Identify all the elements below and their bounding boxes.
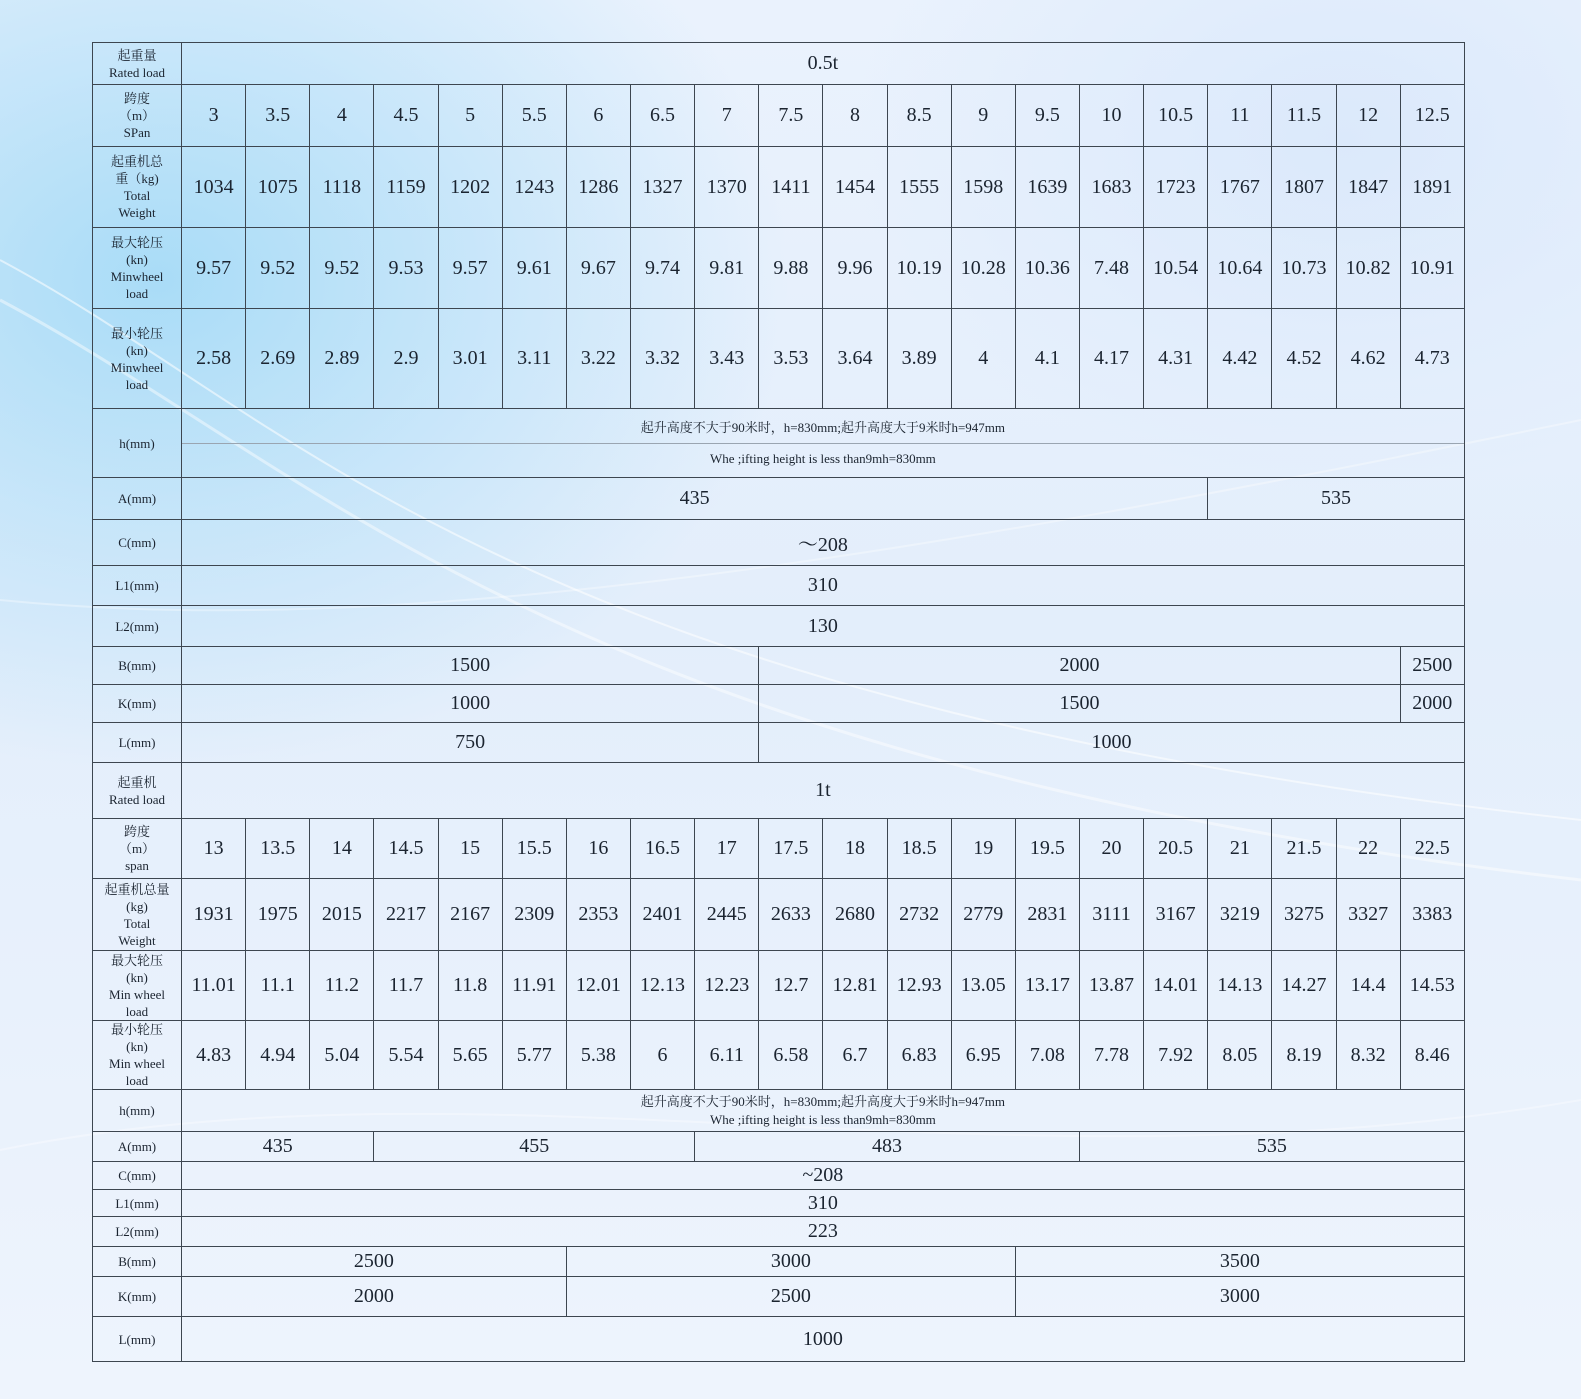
max-wheel-load-cell: 10.36 [1015, 228, 1079, 309]
max-wheel-load-cell: 12.81 [823, 951, 887, 1021]
span-cell: 6 [566, 85, 630, 147]
total-weight-cell: 1639 [1015, 147, 1079, 228]
max-wheel-load-cell: 14.4 [1336, 951, 1400, 1021]
span-cell: 7.5 [759, 85, 823, 147]
span-cell: 16 [566, 819, 630, 879]
span-cell: 18.5 [887, 819, 951, 879]
max-wheel-load-cell: 14.27 [1272, 951, 1336, 1021]
max-wheel-load-cell: 9.57 [438, 228, 502, 309]
max-wheel-load-cell: 10.91 [1400, 228, 1464, 309]
min-wheel-load-cell: 4.62 [1336, 309, 1400, 409]
max-wheel-load-cell: 9.52 [310, 228, 374, 309]
k-value: 2000 [182, 1277, 567, 1317]
span-cell: 4 [310, 85, 374, 147]
total-weight-cell: 3167 [1144, 879, 1208, 951]
total-weight-cell: 2353 [566, 879, 630, 951]
min-wheel-load-cell: 4.52 [1272, 309, 1336, 409]
sec1-rated-row [93, 43, 1465, 85]
a-value: 483 [695, 1132, 1080, 1162]
total-weight-cell: 2680 [823, 879, 887, 951]
total-weight-cell: 3275 [1272, 879, 1336, 951]
span-cell: 3.5 [246, 85, 310, 147]
span-cell: 6.5 [630, 85, 694, 147]
total-weight-cell: 1723 [1144, 147, 1208, 228]
total-weight-cell: 1847 [1336, 147, 1400, 228]
total-weight-cell: 1598 [951, 147, 1015, 228]
max-wheel-load-cell: 10.54 [1144, 228, 1208, 309]
min-wheel-load-cell: 7.78 [1079, 1021, 1143, 1090]
l-value: 1000 [182, 1317, 1465, 1362]
max-wheel-load-cell: 12.7 [759, 951, 823, 1021]
rated-load-value: 1t [182, 763, 1465, 819]
span-cell: 3 [182, 85, 246, 147]
min-wheel-load-cell: 3.89 [887, 309, 951, 409]
span-cell: 5 [438, 85, 502, 147]
max-wheel-load-cell: 10.64 [1208, 228, 1272, 309]
min-wheel-load-label: 最小轮压 (kn) Minwheel load [93, 309, 182, 409]
l1-value: 310 [182, 1190, 1465, 1217]
span-cell: 20.5 [1144, 819, 1208, 879]
min-wheel-load-cell: 3.53 [759, 309, 823, 409]
h-note [182, 409, 1465, 478]
span-cell: 16.5 [630, 819, 694, 879]
l-label: L(mm) [93, 1317, 182, 1362]
span-cell: 12.5 [1400, 85, 1464, 147]
k-value: 3000 [1015, 1277, 1464, 1317]
sec2-maxwheel-row [93, 951, 1465, 1021]
c-label: C(mm) [93, 1162, 182, 1190]
b-value: 2500 [182, 1247, 567, 1277]
max-wheel-load-cell: 12.01 [566, 951, 630, 1021]
total-weight-cell: 2015 [310, 879, 374, 951]
sec2-c-row [93, 1162, 1465, 1190]
a-value: 535 [1079, 1132, 1464, 1162]
a-value: 535 [1208, 478, 1465, 520]
sec2-rated-row [93, 763, 1465, 819]
max-wheel-load-cell: 11.2 [310, 951, 374, 1021]
min-wheel-load-cell: 8.46 [1400, 1021, 1464, 1090]
sec2-h-row [93, 1090, 1465, 1132]
span-cell: 8 [823, 85, 887, 147]
min-wheel-load-cell: 5.77 [502, 1021, 566, 1090]
total-weight-cell: 1767 [1208, 147, 1272, 228]
sec2-l1-row [93, 1190, 1465, 1217]
total-weight-cell: 1159 [374, 147, 438, 228]
c-value: ～208 [182, 520, 1465, 566]
c-value: ~208 [182, 1162, 1465, 1190]
l-value: 750 [182, 723, 759, 763]
sec1-c-row [93, 520, 1465, 566]
span-cell: 21.5 [1272, 819, 1336, 879]
max-wheel-load-cell: 9.74 [630, 228, 694, 309]
max-wheel-load-cell: 11.7 [374, 951, 438, 1021]
rated-load-label: 起重机 Rated load [93, 763, 182, 819]
total-weight-cell: 1118 [310, 147, 374, 228]
min-wheel-load-cell: 4.94 [246, 1021, 310, 1090]
crane-spec-table [92, 42, 1465, 1362]
rated-load-value: 0.5t [182, 43, 1465, 85]
sec1-a-row [93, 478, 1465, 520]
sec2-weight-row [93, 879, 1465, 951]
l1-label: L1(mm) [93, 566, 182, 606]
l1-label: L1(mm) [93, 1190, 182, 1217]
span-label: 跨度 （m） SPan [93, 85, 182, 147]
span-cell: 10.5 [1144, 85, 1208, 147]
max-wheel-load-cell: 9.52 [246, 228, 310, 309]
sec1-span-row [93, 85, 1465, 147]
min-wheel-load-cell: 2.58 [182, 309, 246, 409]
min-wheel-load-cell: 6 [630, 1021, 694, 1090]
min-wheel-load-cell: 4.17 [1079, 309, 1143, 409]
max-wheel-load-cell: 9.67 [566, 228, 630, 309]
span-cell: 11.5 [1272, 85, 1336, 147]
l2-value: 223 [182, 1217, 1465, 1247]
min-wheel-load-cell: 2.89 [310, 309, 374, 409]
min-wheel-load-cell: 2.9 [374, 309, 438, 409]
sec1-weight-row [93, 147, 1465, 228]
max-wheel-load-cell: 14.01 [1144, 951, 1208, 1021]
total-weight-cell: 1370 [695, 147, 759, 228]
total-weight-cell: 1286 [566, 147, 630, 228]
total-weight-cell: 1683 [1079, 147, 1143, 228]
l-value: 1000 [759, 723, 1465, 763]
span-cell: 9.5 [1015, 85, 1079, 147]
min-wheel-load-cell: 3.01 [438, 309, 502, 409]
min-wheel-load-cell: 6.7 [823, 1021, 887, 1090]
min-wheel-load-cell: 8.19 [1272, 1021, 1336, 1090]
k-value: 2000 [1400, 685, 1464, 723]
span-cell: 13.5 [246, 819, 310, 879]
sec2-span-row [93, 819, 1465, 879]
min-wheel-load-cell: 4.42 [1208, 309, 1272, 409]
total-weight-cell: 1411 [759, 147, 823, 228]
min-wheel-load-cell: 6.83 [887, 1021, 951, 1090]
span-cell: 14.5 [374, 819, 438, 879]
span-cell: 15.5 [502, 819, 566, 879]
b-value: 3500 [1015, 1247, 1464, 1277]
min-wheel-load-cell: 5.65 [438, 1021, 502, 1090]
total-weight-cell: 2633 [759, 879, 823, 951]
min-wheel-load-cell: 7.08 [1015, 1021, 1079, 1090]
h-note-en: Whe ;ifting height is less than9mh=830mm [710, 1111, 936, 1127]
max-wheel-load-cell: 13.17 [1015, 951, 1079, 1021]
total-weight-cell: 1555 [887, 147, 951, 228]
total-weight-cell: 2831 [1015, 879, 1079, 951]
sec1-l2-row [93, 606, 1465, 647]
span-cell: 7 [695, 85, 759, 147]
total-weight-cell: 1975 [246, 879, 310, 951]
sec1-k-row [93, 685, 1465, 723]
min-wheel-load-cell: 5.54 [374, 1021, 438, 1090]
max-wheel-load-label: 最大轮压 (kn) Min wheel load [93, 951, 182, 1021]
k-value: 2500 [566, 1277, 1015, 1317]
total-weight-cell: 2401 [630, 879, 694, 951]
min-wheel-load-cell: 5.38 [566, 1021, 630, 1090]
span-cell: 19 [951, 819, 1015, 879]
b-label: B(mm) [93, 647, 182, 685]
min-wheel-load-cell: 3.64 [823, 309, 887, 409]
k-value: 1000 [182, 685, 759, 723]
l-label: L(mm) [93, 723, 182, 763]
l2-label: L2(mm) [93, 1217, 182, 1247]
h-note [182, 1090, 1465, 1132]
b-label: B(mm) [93, 1247, 182, 1277]
sec2-a-row [93, 1132, 1465, 1162]
total-weight-cell: 2779 [951, 879, 1015, 951]
total-weight-cell: 2445 [695, 879, 759, 951]
min-wheel-load-cell: 4.31 [1144, 309, 1208, 409]
total-weight-cell: 2309 [502, 879, 566, 951]
sec2-b-row [93, 1247, 1465, 1277]
total-weight-label: 起重机总 重（kg) Total Weight [93, 147, 182, 228]
min-wheel-load-cell: 8.32 [1336, 1021, 1400, 1090]
total-weight-cell: 1034 [182, 147, 246, 228]
k-label: K(mm) [93, 685, 182, 723]
h-note-cn: 起升高度不大于90米时，h=830mm;起升高度大于9米时h=947mm [182, 413, 1464, 444]
min-wheel-load-cell: 3.43 [695, 309, 759, 409]
min-wheel-load-cell: 3.32 [630, 309, 694, 409]
max-wheel-load-cell: 9.53 [374, 228, 438, 309]
sec2-minwheel-row [93, 1021, 1465, 1090]
a-label: A(mm) [93, 1132, 182, 1162]
total-weight-label: 起重机总量 (kg) Total Weight [93, 879, 182, 951]
h-note-cn: 起升高度不大于90米时，h=830mm;起升高度大于9米时h=947mm [640, 1093, 1006, 1109]
sec2-k-row [93, 1277, 1465, 1317]
span-cell: 22.5 [1400, 819, 1464, 879]
span-cell: 5.5 [502, 85, 566, 147]
max-wheel-load-cell: 14.53 [1400, 951, 1464, 1021]
total-weight-cell: 3219 [1208, 879, 1272, 951]
min-wheel-load-label: 最小轮压 (kn) Min wheel load [93, 1021, 182, 1090]
span-cell: 15 [438, 819, 502, 879]
span-cell: 20 [1079, 819, 1143, 879]
total-weight-cell: 3111 [1079, 879, 1143, 951]
h-label: h(mm) [93, 409, 182, 478]
min-wheel-load-cell: 7.92 [1144, 1021, 1208, 1090]
span-cell: 8.5 [887, 85, 951, 147]
max-wheel-load-cell: 14.13 [1208, 951, 1272, 1021]
total-weight-cell: 1931 [182, 879, 246, 951]
max-wheel-load-cell: 10.73 [1272, 228, 1336, 309]
a-value: 435 [182, 1132, 374, 1162]
h-note-en: Whe ;ifting height is less than9mh=830mm [710, 450, 936, 466]
max-wheel-load-cell: 9.88 [759, 228, 823, 309]
sec2-l-row [93, 1317, 1465, 1362]
rated-load-label: 起重量 Rated load [93, 43, 182, 85]
span-cell: 14 [310, 819, 374, 879]
max-wheel-load-cell: 9.81 [695, 228, 759, 309]
max-wheel-load-cell: 10.28 [951, 228, 1015, 309]
min-wheel-load-cell: 4.73 [1400, 309, 1464, 409]
k-label: K(mm) [93, 1277, 182, 1317]
span-cell: 11 [1208, 85, 1272, 147]
span-label: 跨度 （m） span [93, 819, 182, 879]
span-cell: 19.5 [1015, 819, 1079, 879]
sec1-maxwheel-row [93, 228, 1465, 309]
max-wheel-load-cell: 10.82 [1336, 228, 1400, 309]
max-wheel-load-cell: 11.1 [246, 951, 310, 1021]
b-value: 2500 [1400, 647, 1464, 685]
min-wheel-load-cell: 3.11 [502, 309, 566, 409]
max-wheel-load-cell: 7.48 [1079, 228, 1143, 309]
min-wheel-load-cell: 8.05 [1208, 1021, 1272, 1090]
b-value: 1500 [182, 647, 759, 685]
max-wheel-load-label: 最大轮压 (kn) Minwheel load [93, 228, 182, 309]
total-weight-cell: 3383 [1400, 879, 1464, 951]
l2-value: 130 [182, 606, 1465, 647]
span-cell: 10 [1079, 85, 1143, 147]
max-wheel-load-cell: 11.91 [502, 951, 566, 1021]
max-wheel-load-cell: 11.01 [182, 951, 246, 1021]
min-wheel-load-cell: 4.83 [182, 1021, 246, 1090]
span-cell: 17 [695, 819, 759, 879]
total-weight-cell: 1807 [1272, 147, 1336, 228]
total-weight-cell: 1891 [1400, 147, 1464, 228]
a-value: 435 [182, 478, 1208, 520]
min-wheel-load-cell: 6.11 [695, 1021, 759, 1090]
span-cell: 4.5 [374, 85, 438, 147]
spec-sheet [92, 42, 1464, 1362]
sec1-b-row [93, 647, 1465, 685]
span-cell: 22 [1336, 819, 1400, 879]
total-weight-cell: 2732 [887, 879, 951, 951]
min-wheel-load-cell: 4 [951, 309, 1015, 409]
max-wheel-load-cell: 13.05 [951, 951, 1015, 1021]
span-cell: 18 [823, 819, 887, 879]
sec1-l-row [93, 723, 1465, 763]
sec1-h-row [93, 409, 1465, 478]
h-label: h(mm) [93, 1090, 182, 1132]
sec1-minwheel-row [93, 309, 1465, 409]
span-cell: 12 [1336, 85, 1400, 147]
min-wheel-load-cell: 5.04 [310, 1021, 374, 1090]
max-wheel-load-cell: 11.8 [438, 951, 502, 1021]
l1-value: 310 [182, 566, 1465, 606]
total-weight-cell: 2217 [374, 879, 438, 951]
max-wheel-load-cell: 10.19 [887, 228, 951, 309]
c-label: C(mm) [93, 520, 182, 566]
max-wheel-load-cell: 12.23 [695, 951, 759, 1021]
max-wheel-load-cell: 9.61 [502, 228, 566, 309]
total-weight-cell: 1202 [438, 147, 502, 228]
total-weight-cell: 1327 [630, 147, 694, 228]
span-cell: 21 [1208, 819, 1272, 879]
min-wheel-load-cell: 2.69 [246, 309, 310, 409]
b-value: 3000 [566, 1247, 1015, 1277]
span-cell: 13 [182, 819, 246, 879]
max-wheel-load-cell: 12.93 [887, 951, 951, 1021]
span-cell: 9 [951, 85, 1015, 147]
total-weight-cell: 1454 [823, 147, 887, 228]
span-cell: 17.5 [759, 819, 823, 879]
l2-label: L2(mm) [93, 606, 182, 647]
a-label: A(mm) [93, 478, 182, 520]
min-wheel-load-cell: 3.22 [566, 309, 630, 409]
k-value: 1500 [759, 685, 1400, 723]
max-wheel-load-cell: 12.13 [630, 951, 694, 1021]
total-weight-cell: 2167 [438, 879, 502, 951]
min-wheel-load-cell: 6.58 [759, 1021, 823, 1090]
a-value: 455 [374, 1132, 695, 1162]
total-weight-cell: 3327 [1336, 879, 1400, 951]
max-wheel-load-cell: 9.57 [182, 228, 246, 309]
max-wheel-load-cell: 9.96 [823, 228, 887, 309]
max-wheel-load-cell: 13.87 [1079, 951, 1143, 1021]
min-wheel-load-cell: 6.95 [951, 1021, 1015, 1090]
b-value: 2000 [759, 647, 1400, 685]
sec2-l2-row [93, 1217, 1465, 1247]
min-wheel-load-cell: 4.1 [1015, 309, 1079, 409]
total-weight-cell: 1075 [246, 147, 310, 228]
total-weight-cell: 1243 [502, 147, 566, 228]
sec1-l1-row [93, 566, 1465, 606]
